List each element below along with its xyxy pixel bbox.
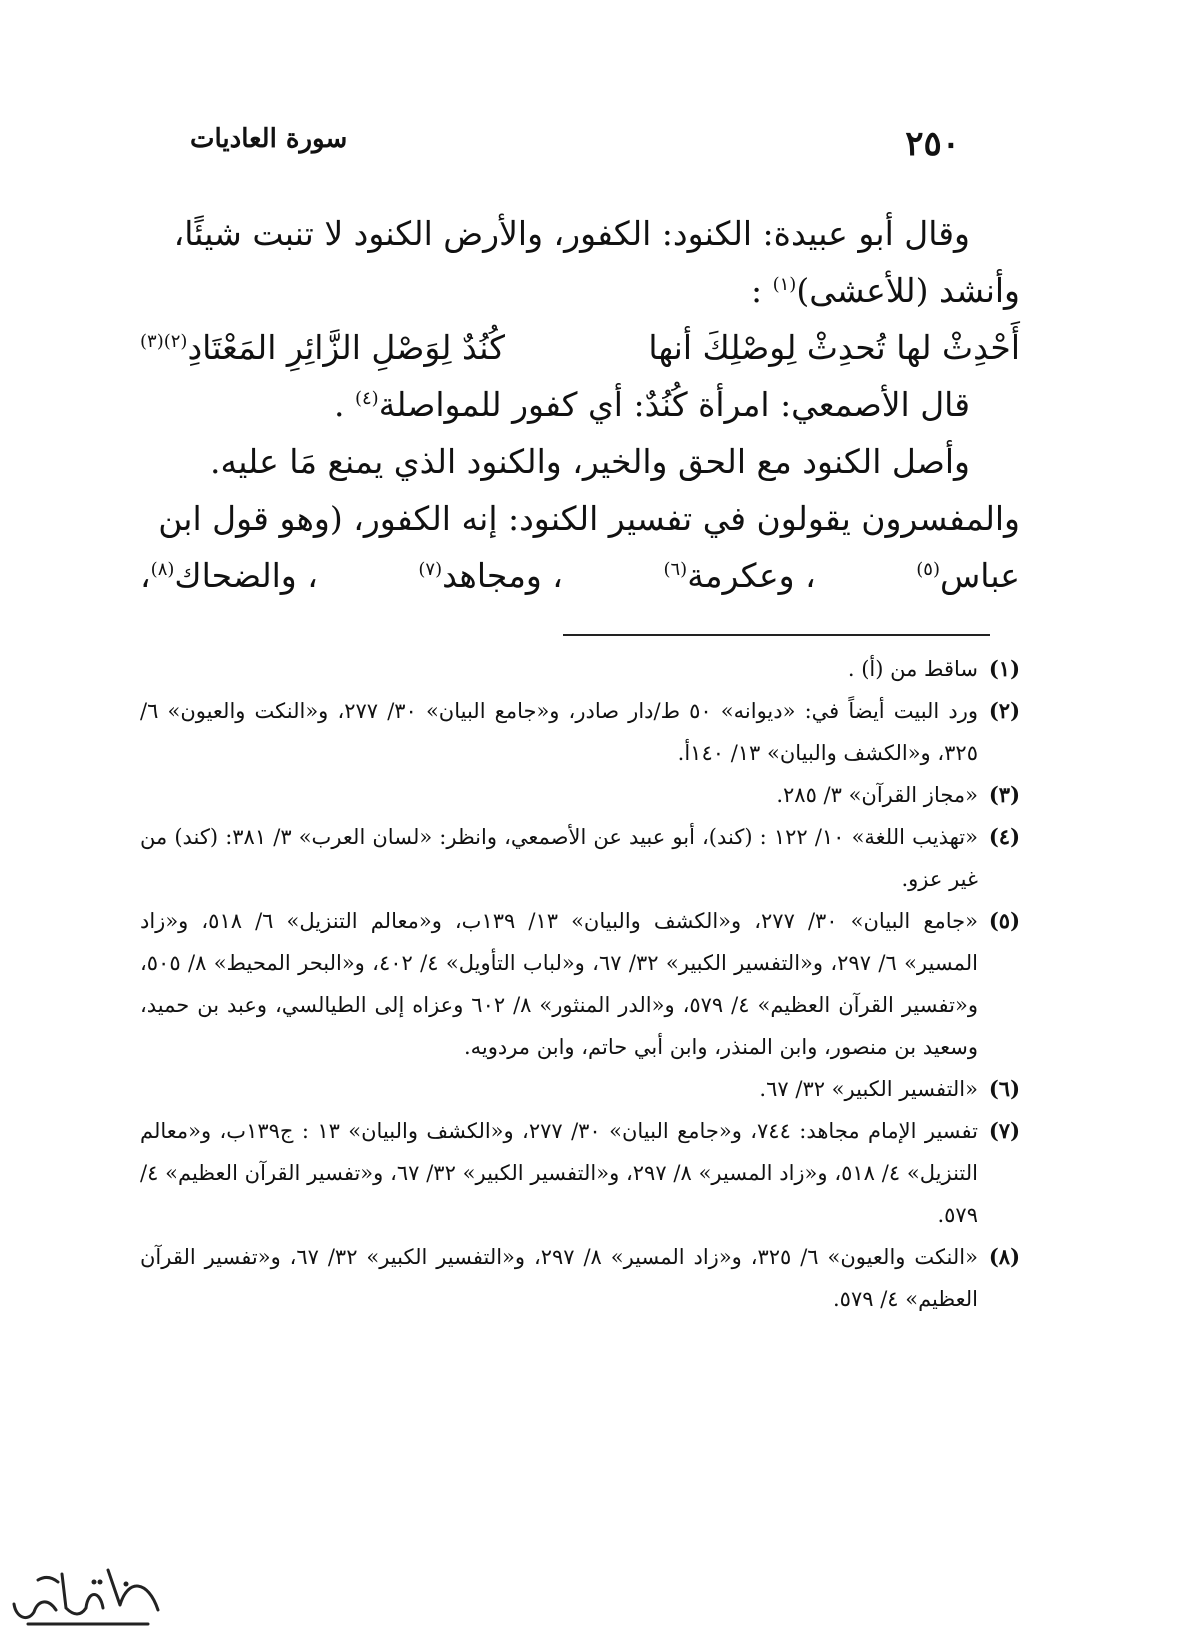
paragraph <box>140 433 1020 490</box>
page-number: ٢٥٠ <box>905 124 960 164</box>
name-abbas: عباس$^{(٥)}$ <box>916 556 1020 595</box>
footnote-text: «التفسير الكبير» ٣٢/ ٦٧. <box>759 1077 978 1101</box>
footnote-ref: (٢)(٣) <box>140 331 188 352</box>
footnote-text: «تهذيب اللغة» ١٠/ ١٢٢ : (كند)، أبو عبيد عن الأصمعي، وانظر: «لسان العرب» ٣/ ٣٨١: (كند) من غير عزو. <box>140 825 978 891</box>
footnote-text: «النكت والعيون» ٦/ ٣٢٥، و«زاد المسير» ٨/ ٢٩٧، و«التفسير الكبير» ٣٢/ ٦٧، و«تفسير القرآن العظيم» ٤/ ٥٧٩. <box>140 1245 978 1311</box>
paragraph <box>140 376 1020 433</box>
paragraph <box>140 205 1020 262</box>
poetry-verse <box>140 319 1020 376</box>
footnote-item <box>140 900 1020 1068</box>
name-mujahid: ، ومجاهد$^{(٧)}$ <box>418 556 563 595</box>
footnote-item <box>140 1110 1020 1236</box>
name-ikrima: ، وعكرمة$^{(٦)}$ <box>663 556 816 595</box>
calligraphy-logo-icon <box>8 1560 168 1635</box>
footnote-number: (٧) <box>988 1118 1020 1143</box>
footnote-item <box>140 774 1020 816</box>
footnote-item <box>140 648 1020 690</box>
text-line: والمفسرون يقولون في تفسير الكنود: إنه الكفور، (وهو قول ابن <box>158 499 1020 538</box>
footnote-text: «جامع البيان» ٣٠/ ٢٧٧، و«الكشف والبيان» ١٣/ ١٣٩ب، و«معالم التنزيل» ٦/ ٥١٨، و«زاد المسير» ٦/ ٢٩٧، و«التفسير الكبير» ٣٢/ ٦٧، و«لباب التأويل» ٤/ ٤٠٢، و«البحر المحيط» ٨/ ٥٠٥، و«تفسير القرآن العظيم» ٤/ ٥٧٩، و«الدر المنثور» ٨/ ٦٠٢ وعزاه إلى الطيالسي، وعبد بن حميد، وسعيد بن منصور، وابن المنذر، وابن أبي حاتم، وابن مردويه. <box>140 909 978 1059</box>
footnote-number: (٢) <box>988 698 1020 723</box>
footnote-number: (٨) <box>988 1244 1020 1269</box>
verse-second-hemistich <box>140 319 505 376</box>
footnote-item <box>140 816 1020 900</box>
name-dahhak: ، والضحاك$^{(٨)}$، <box>140 556 318 595</box>
footnote-text: تفسير الإمام مجاهد: ٧٤٤، و«جامع البيان» ٣٠/ ٢٧٧، و«الكشف والبيان» ١٣ : ج١٣٩ب، و«معالم التنزيل» ٤/ ٥١٨، و«زاد المسير» ٨/ ٢٩٧، و«التفسير الكبير» ٣٢/ ٦٧، و«تفسير القرآن العظيم» ٤/ ٥٧٩. <box>140 1119 979 1227</box>
page-header <box>190 118 980 168</box>
footnote-text: «مجاز القرآن» ٣/ ٢٨٥. <box>776 783 978 807</box>
verse-first-hemistich: أَحْدِثْ لها تُحدِثْ لِوصْلِكَ أنها <box>648 328 1020 367</box>
footnote-item <box>140 690 1020 774</box>
text-line: : <box>750 271 763 310</box>
text-line: وقال أبو عبيدة: الكنود: الكفور، والأرض الكنود لا تنبت شيئًا، <box>173 214 970 253</box>
paragraph <box>140 262 1020 319</box>
text-line: قال الأصمعي: امرأة كُنُدٌ: أي كفور للمواصلة <box>378 385 970 424</box>
footnote-item <box>140 1068 1020 1110</box>
footnote-number: (٦) <box>988 1076 1020 1101</box>
footnote-text: ساقط من (أ) . <box>847 657 978 681</box>
verse-text: كُنُدٌ لِوَصْلِ الزَّائِرِ المَعْتَادِ <box>187 328 505 367</box>
footnote-number: (٥) <box>988 908 1020 933</box>
footnote-number: (٤) <box>988 824 1020 849</box>
footnote-ref: (١) <box>772 274 797 295</box>
footnote-ref: (٨) <box>150 559 175 580</box>
footnotes <box>140 648 1020 1320</box>
paragraph <box>140 547 1020 604</box>
footnote-ref: (٦) <box>663 559 688 580</box>
text-line: وأنشد (للأعشى) <box>796 271 1020 310</box>
footnote-ref: (٤) <box>354 388 379 409</box>
footnote-text: ورد البيت أيضاً في: «ديوانه» ٥٠ ط/دار صادر، و«جامع البيان» ٣٠/ ٢٧٧، و«النكت والعيون» ٦/ ٣٢٥، و«الكشف والبيان» ١٣/ ١٤٠أ. <box>140 699 979 765</box>
text-line: . <box>333 385 355 424</box>
text-line: وأصل الكنود مع الحق والخير، والكنود الذي يمنع مَا عليه. <box>210 442 970 481</box>
footnote-ref: (٥) <box>916 559 940 580</box>
footnote-ref: (٧) <box>418 559 443 580</box>
main-text <box>140 205 1020 604</box>
running-title: سورة العاديات <box>190 124 348 154</box>
footnote-number: (٣) <box>988 782 1020 807</box>
paragraph <box>140 490 1020 547</box>
footnote-divider <box>563 634 990 636</box>
footnote-item <box>140 1236 1020 1320</box>
footnote-number: (١) <box>988 656 1020 681</box>
